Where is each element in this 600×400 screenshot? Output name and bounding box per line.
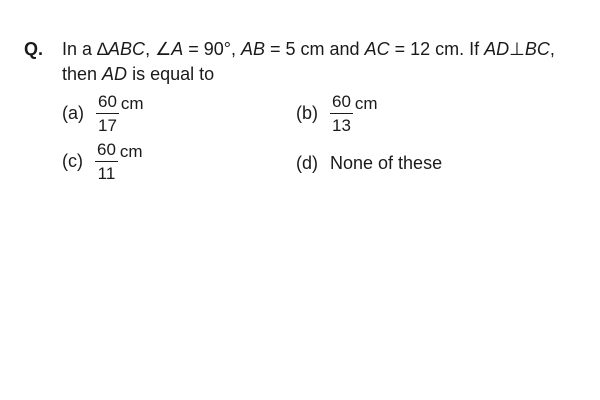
question-segment: = 5 cm and [265, 39, 365, 59]
question-segment: BC [524, 39, 550, 59]
unit-label: cm [120, 93, 144, 113]
fraction-numerator: 60 [330, 93, 353, 114]
question-text-line-2 [62, 64, 214, 85]
question-segment: AD [484, 39, 510, 59]
fraction-denominator: 11 [97, 164, 116, 183]
option-a[interactable] [62, 93, 144, 134]
question-segment: AB [240, 39, 265, 59]
fraction-denominator: 17 [98, 116, 117, 135]
option-b[interactable] [296, 93, 378, 134]
unit-label: cm [354, 93, 378, 113]
question-segment: In a [62, 39, 98, 59]
option-label: (c) [62, 151, 83, 171]
question-label: Q. [24, 39, 44, 59]
fraction [330, 93, 353, 134]
question-segment: AD [102, 64, 128, 84]
option-label: (d) [296, 153, 318, 173]
question-text-line-1 [62, 39, 555, 60]
question-segment: is equal to [127, 64, 215, 84]
question-segment: ABC [108, 39, 146, 59]
question-segment: then [62, 64, 103, 84]
fraction-numerator: 60 [95, 141, 118, 162]
question-segment: = 90°, [183, 39, 241, 59]
question-segment: AC [364, 39, 390, 59]
angle-symbol: ∠ [155, 39, 172, 59]
option-d[interactable] [296, 153, 442, 174]
option-label: (a) [62, 103, 84, 123]
fraction [96, 93, 119, 134]
question-segment: A [171, 39, 184, 59]
question-segment: , [145, 39, 156, 59]
question-segment: , [549, 39, 555, 59]
unit-label: cm [119, 141, 143, 161]
option-c[interactable] [62, 141, 143, 182]
fraction [95, 141, 118, 182]
question-segment: = 12 cm. If [389, 39, 485, 59]
triangle-symbol: ∆ [97, 39, 109, 59]
fraction-denominator: 13 [332, 116, 351, 135]
option-text: None of these [330, 153, 443, 173]
perpendicular-symbol: ⊥ [509, 39, 525, 59]
option-label: (b) [296, 103, 318, 123]
fraction-numerator: 60 [96, 93, 119, 114]
